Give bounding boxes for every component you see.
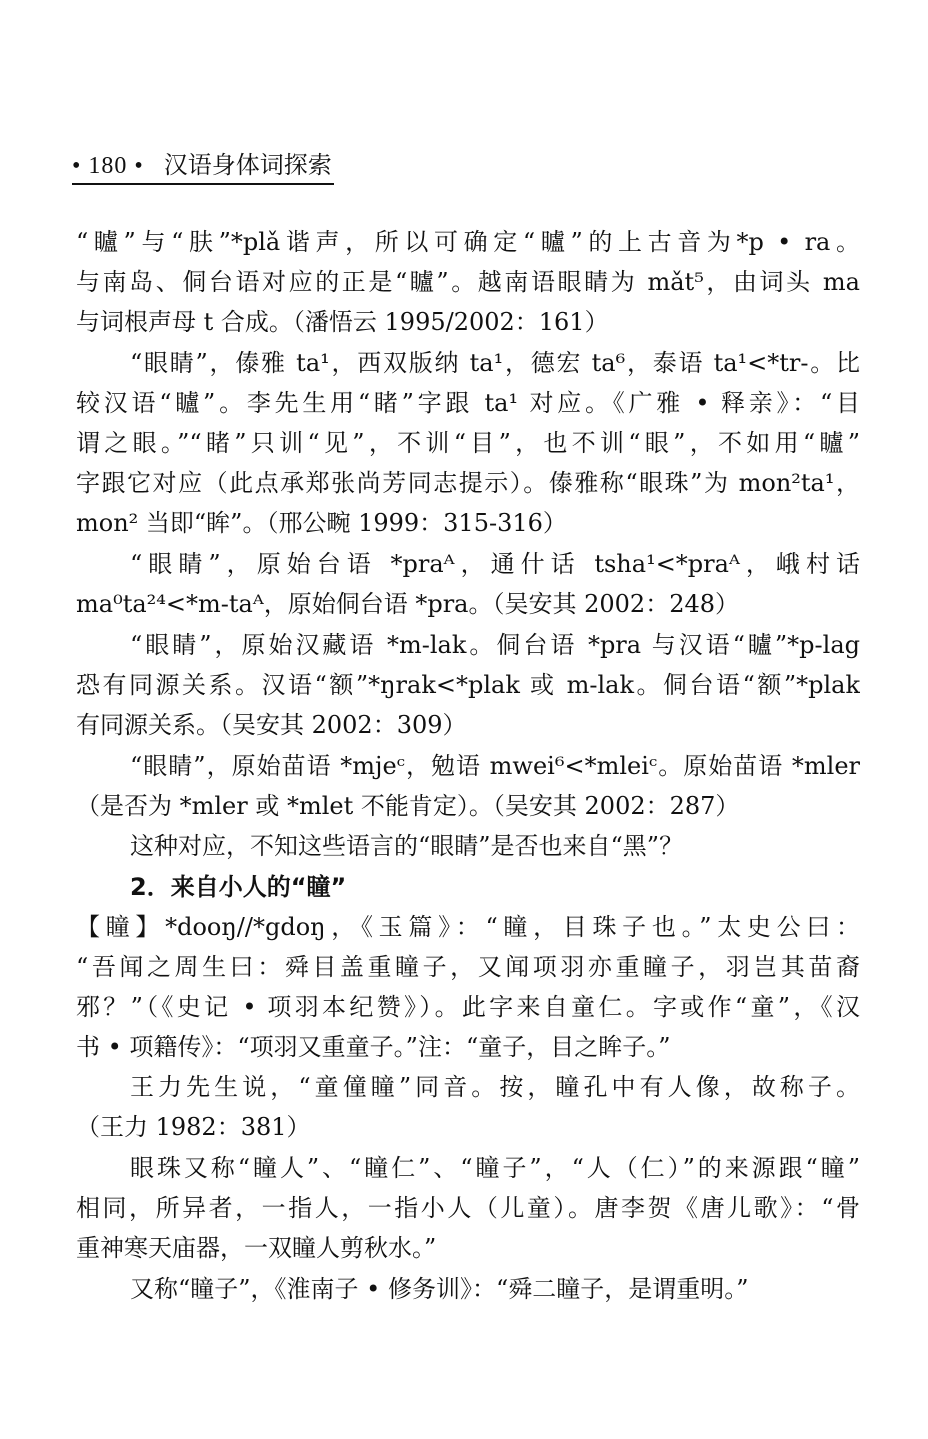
text-line: “眼睛”，原始苗语 *mjeᶜ，勉语 mwei⁶<*mleiᶜ。原始苗语 *mler bbox=[130, 752, 860, 780]
text-line: ma⁰ta²⁴<*m-taᴬ，原始侗台语 *pra。（吴安其 2002：248） bbox=[76, 590, 740, 618]
text-line: 字跟它对应（此点承郑张尚芳同志提示）。傣雅称“眼珠”为 mon²ta¹， bbox=[76, 469, 860, 497]
text-line: 谓之眼。”“睹”只训“见”，不训“目”，也不训“眼”，不如用“矑” bbox=[76, 429, 860, 457]
text-line: 邪？”（《史记 • 项羽本纪赞》）。此字来自童仁。字或作“童”，《汉 bbox=[76, 993, 860, 1021]
text-line: 这种对应，不知这些语言的“眼睛”是否也来自“黑”？ bbox=[130, 832, 684, 860]
text-line: “眼睛”，原始汉藏语 *m-lak。侗台语 *pra 与汉语“矑”*p-lag bbox=[130, 631, 860, 659]
text-line: 【瞳】*dooŋ//*gdoŋ，《玉篇》：“瞳，目珠子也。”太史公曰： bbox=[76, 913, 860, 941]
text-line: 书 • 项籍传》：“项羽又重童子。”注：“童子，目之眸子。” bbox=[76, 1033, 671, 1061]
text-line: 较汉语“矑”。李先生用“睹”字跟 ta¹ 对应。《广雅 • 释亲》：“目 bbox=[76, 389, 860, 417]
text-line: 重神寒天庙器，一双瞳人剪秋水。” bbox=[76, 1234, 437, 1262]
text-line: 眼珠又称“瞳人”、“瞳仁”、“瞳子”，“人（仁）”的来源跟“瞳” bbox=[130, 1154, 860, 1182]
text-line: （是否为 *mler 或 *mlet 不能肯定）。（吴安其 2002：287） bbox=[76, 792, 740, 820]
text-line: 相同，所异者，一指人，一指小人（儿童）。唐李贺《唐儿歌》：“骨 bbox=[76, 1194, 860, 1222]
text-line: mon² 当即“眸”。（邢公畹 1999：315-316） bbox=[76, 509, 567, 537]
book-title: 汉语身体词探索 bbox=[163, 151, 332, 179]
text-line: “吾闻之周生曰：舜目盖重瞳子，又闻项羽亦重瞳子，羽岂其苗裔 bbox=[76, 953, 860, 981]
section-heading: 2．来自小人的“瞳” bbox=[130, 873, 347, 901]
page-number: • 180 • bbox=[72, 153, 144, 179]
text-line: 恐有同源关系。汉语“额”*ŋrak<*plak 或 m-lak。侗台语“额”*plak bbox=[76, 671, 860, 699]
text-line: 有同源关系。（吴安其 2002：309） bbox=[76, 711, 467, 739]
text-line: 又称“瞳子”，《淮南子 • 修务训》：“舜二瞳子，是谓重明。” bbox=[130, 1275, 749, 1303]
text-line: “眼睛”，原始台语 *praᴬ，通什话 tsha¹<*praᴬ，峨村话 bbox=[130, 550, 860, 578]
text-line: 与南岛、侗台语对应的正是“矑”。越南语眼睛为 mǎt⁵，由词头 ma bbox=[76, 268, 860, 296]
running-header bbox=[72, 145, 334, 185]
text-line: （王力 1982：381） bbox=[76, 1113, 311, 1141]
text-line: 与词根声母 t 合成。（潘悟云 1995/2002：161） bbox=[76, 308, 609, 336]
text-line: 王力先生说，“童僮瞳”同音。按，瞳孔中有人像，故称子。 bbox=[130, 1073, 860, 1101]
text-line: “眼睛”，傣雅 ta¹，西双版纳 ta¹，德宏 ta⁶，泰语 ta¹<*tr-。比 bbox=[130, 349, 860, 377]
text-line: “矑”与“肤”*plǎ谐声，所以可确定“矑”的上古音为*p • ra。 bbox=[76, 228, 860, 256]
